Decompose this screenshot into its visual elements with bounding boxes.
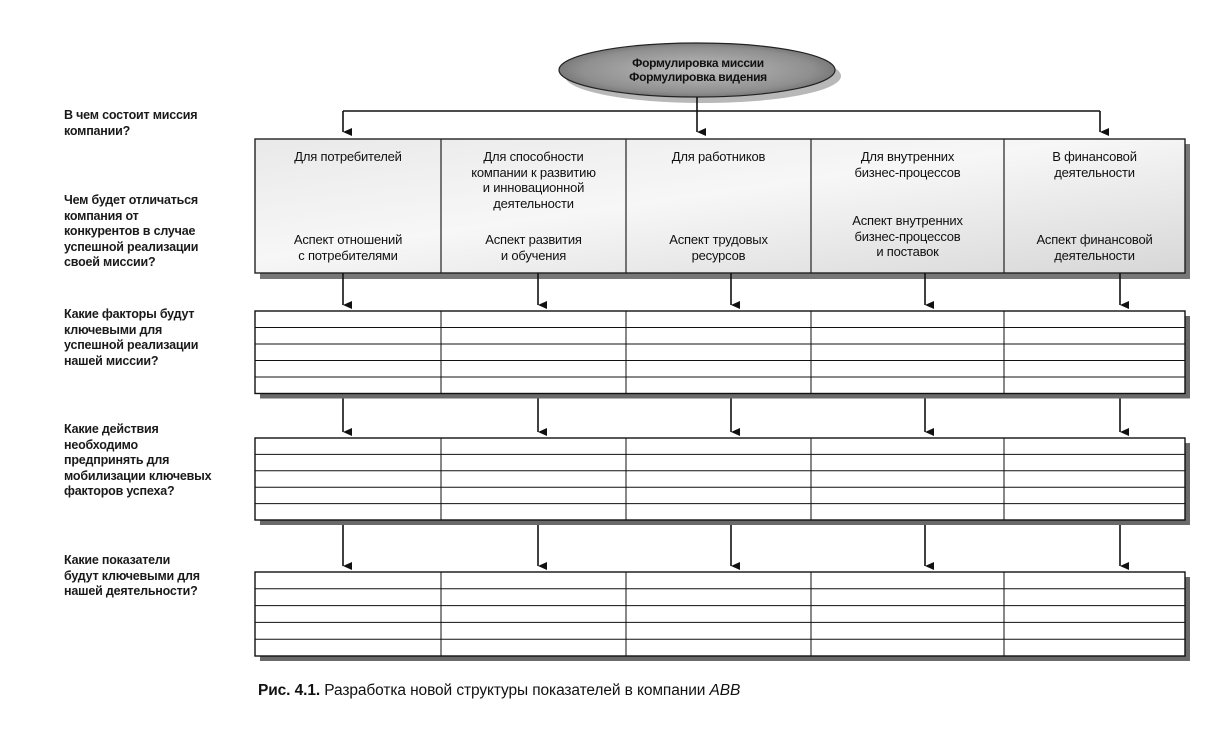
question-success-factors: Какие факторы будут ключевыми для успешной реализации нашей миссии? bbox=[64, 307, 199, 368]
question-mission: В чем состоит миссия компании? bbox=[64, 108, 198, 138]
figure-number: Рис. 4.1. bbox=[258, 682, 321, 699]
question-differentiation: Чем будет отличаться компания от конкурентов в случае успешной реализации своей миссии? bbox=[64, 193, 199, 269]
grid-frame bbox=[255, 438, 1185, 520]
perspective-finance-aspect: Аспект финансовой деятельности bbox=[1036, 232, 1153, 263]
grid-frame bbox=[255, 572, 1185, 656]
perspective-processes-title: Для внутренних бизнес-процессов bbox=[854, 149, 961, 180]
perspective-customers-title: Для потребителей bbox=[294, 149, 402, 164]
vision-title: Формулировка видения bbox=[629, 70, 767, 84]
perspective-processes-aspect: Аспект внутренних бизнес-процессов и поставок bbox=[852, 213, 963, 259]
grid-block bbox=[255, 311, 1190, 399]
grid-frame bbox=[255, 311, 1185, 394]
mission-title: Формулировка миссии bbox=[632, 56, 764, 70]
perspective-development-aspect: Аспект развития и обучения bbox=[485, 232, 582, 263]
mission-label bbox=[598, 56, 798, 84]
grid-block bbox=[255, 438, 1190, 525]
question-indicators: Какие показатели будут ключевыми для нашей деятельности? bbox=[64, 553, 200, 598]
perspective-employees-aspect: Аспект трудовых ресурсов bbox=[669, 232, 768, 263]
perspective-employees-title: Для работников bbox=[671, 149, 766, 164]
grid-block bbox=[255, 572, 1190, 661]
question-actions: Какие действия необходимо предпринять для мобилизации ключевых факторов успеха? bbox=[64, 422, 212, 498]
figure-caption bbox=[258, 682, 740, 700]
figure-company: ABB bbox=[709, 682, 741, 699]
perspective-customers-aspect: Аспект отношений с потребителями bbox=[293, 232, 403, 263]
perspective-finance-title: В финансовой деятельности bbox=[1052, 149, 1137, 180]
figure-caption-text: Разработка новой структуры показателей в компании bbox=[320, 682, 710, 699]
perspective-development-title: Для способности компании к развитию и инновационной деятельности bbox=[471, 149, 596, 211]
grid-blocks bbox=[255, 311, 1190, 661]
